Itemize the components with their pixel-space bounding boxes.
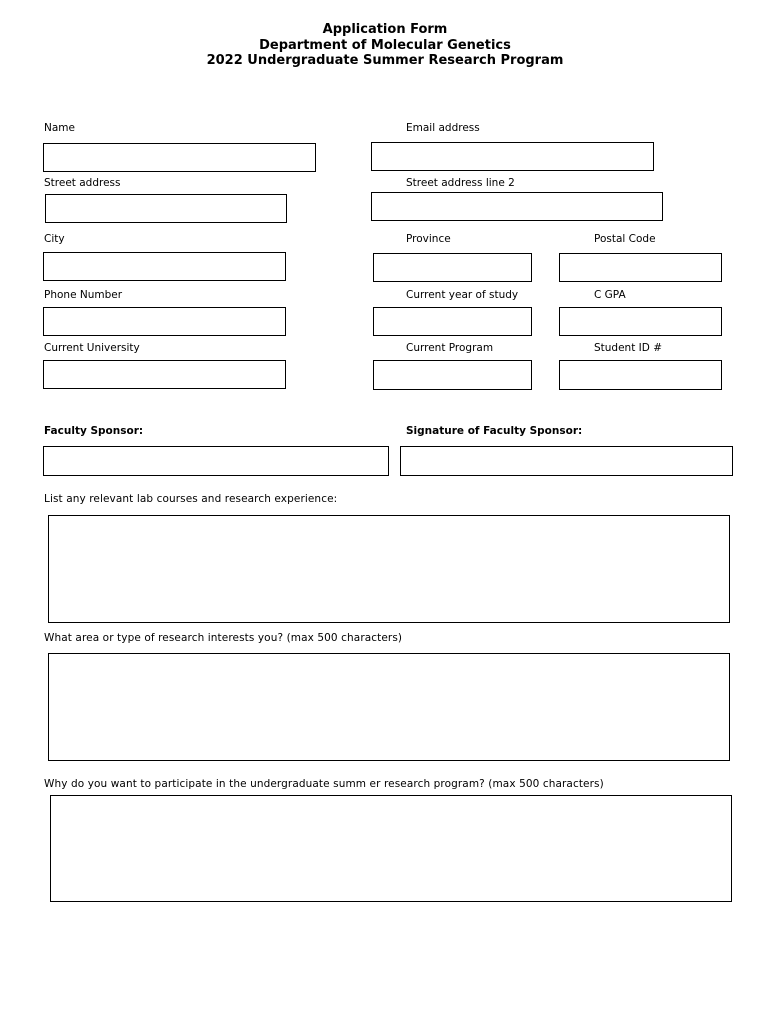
title-line-3: 2022 Undergraduate Summer Research Program: [206, 53, 564, 68]
student-id-field[interactable]: [559, 360, 722, 390]
motivation-question: Why do you want to participate in the undergraduate summ er research program? (max 500 characters): [44, 778, 604, 790]
year-of-study-label: Current year of study: [406, 289, 519, 301]
title-line-2: Department of Molecular Genetics: [259, 37, 511, 53]
cgpa-field[interactable]: [559, 307, 722, 336]
research-interest-question: What area or type of research interests you? (max 500 characters): [44, 632, 403, 644]
lab-experience-question: List any relevant lab courses and research experience:: [44, 493, 338, 505]
form-title: [0, 22, 770, 69]
program-field[interactable]: [373, 360, 532, 390]
street-field[interactable]: [45, 194, 287, 223]
motivation-textarea[interactable]: [50, 795, 732, 902]
university-field[interactable]: [43, 360, 286, 389]
name-label: Name: [44, 122, 75, 134]
faculty-sponsor-label: Faculty Sponsor:: [44, 425, 144, 437]
street-label: Street address: [44, 177, 121, 189]
year-of-study-field[interactable]: [373, 307, 532, 336]
province-field[interactable]: [373, 253, 532, 282]
street2-field[interactable]: [371, 192, 663, 221]
email-label: Email address: [406, 122, 480, 134]
phone-field[interactable]: [43, 307, 286, 336]
province-label: Province: [406, 233, 451, 245]
program-label: Current Program: [406, 342, 494, 354]
faculty-sponsor-field[interactable]: [43, 446, 389, 476]
sponsor-signature-label: Signature of Faculty Sponsor:: [406, 425, 583, 437]
email-field[interactable]: [371, 142, 654, 171]
title-line-1: Application Form: [322, 22, 448, 37]
name-field[interactable]: [43, 143, 316, 172]
university-label: Current University: [44, 342, 140, 354]
postal-code-field[interactable]: [559, 253, 722, 282]
phone-label: Phone Number: [44, 289, 123, 301]
student-id-label: Student ID #: [594, 342, 662, 354]
research-interest-textarea[interactable]: [48, 653, 730, 761]
lab-experience-textarea[interactable]: [48, 515, 730, 623]
city-label: City: [44, 233, 65, 245]
postal-code-label: Postal Code: [594, 233, 656, 245]
cgpa-label: C GPA: [594, 289, 626, 301]
city-field[interactable]: [43, 252, 286, 281]
sponsor-signature-field[interactable]: [400, 446, 733, 476]
street2-label: Street address line 2: [406, 177, 515, 189]
